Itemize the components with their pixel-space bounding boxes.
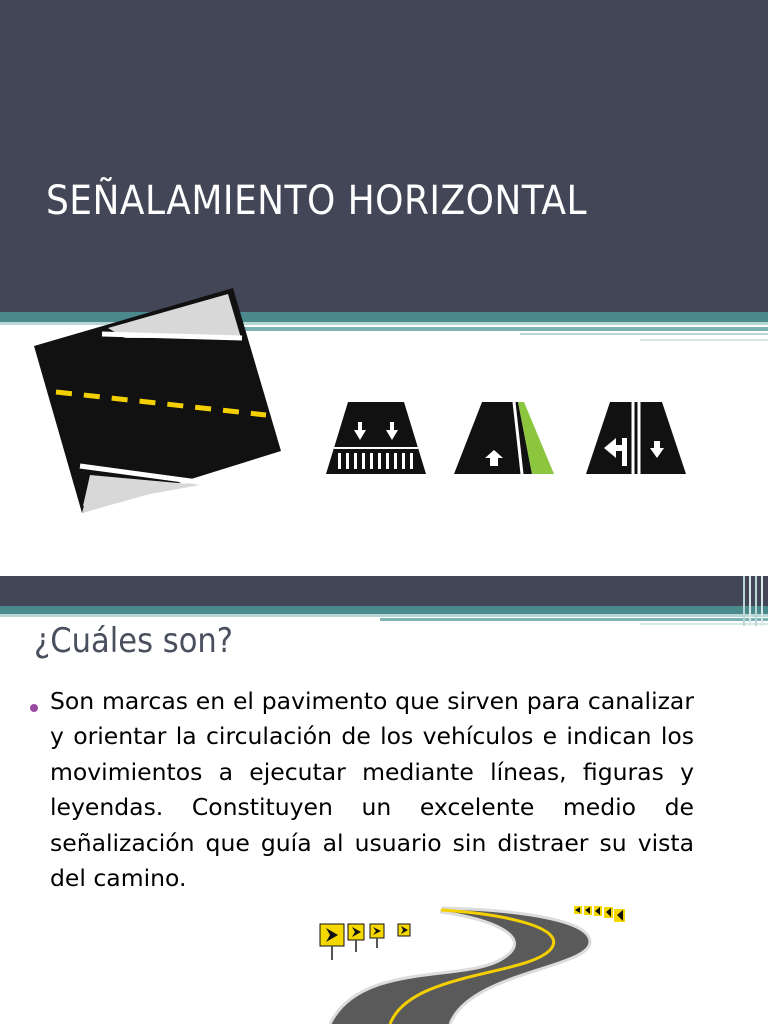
chevron-signs-right: [574, 906, 625, 922]
section-heading: ¿Cuáles son?: [34, 621, 234, 661]
shoulder-line-sign-icon: [452, 398, 556, 476]
chevron-signs-left: [320, 924, 410, 960]
bullet-dot: [30, 704, 38, 712]
teal-stripe: [0, 606, 768, 614]
light-teal-thin-stripe: [520, 333, 768, 335]
header-band: [0, 576, 768, 606]
title-band: [0, 0, 768, 312]
slide-2: [0, 576, 768, 1024]
bullet-text: Son marcas en el pavimento que sirven para canalizar y orientar la circulación de los vehículos e indican los movimientos a ejecutar mediante líneas, figuras y leyendas. Constituyen un excelente medio de señalización que guía al usuario sin distraer su vista del camino.: [50, 687, 694, 893]
light-teal-thin-stripe-2: [640, 339, 768, 341]
winding-road-icon: [290, 902, 660, 1024]
teal-thin-stripe: [380, 618, 768, 621]
lane-arrows-sign-icon: [584, 398, 688, 476]
crosswalk-sign-icon: [324, 398, 428, 476]
teal-thin-stripe: [240, 327, 768, 331]
light-teal-stripe: [0, 614, 768, 617]
slide-title: SEÑALAMIENTO HORIZONTAL: [46, 178, 587, 224]
road-marking-diagonal-icon: [30, 280, 290, 520]
edge-accent-lines: [740, 576, 768, 628]
